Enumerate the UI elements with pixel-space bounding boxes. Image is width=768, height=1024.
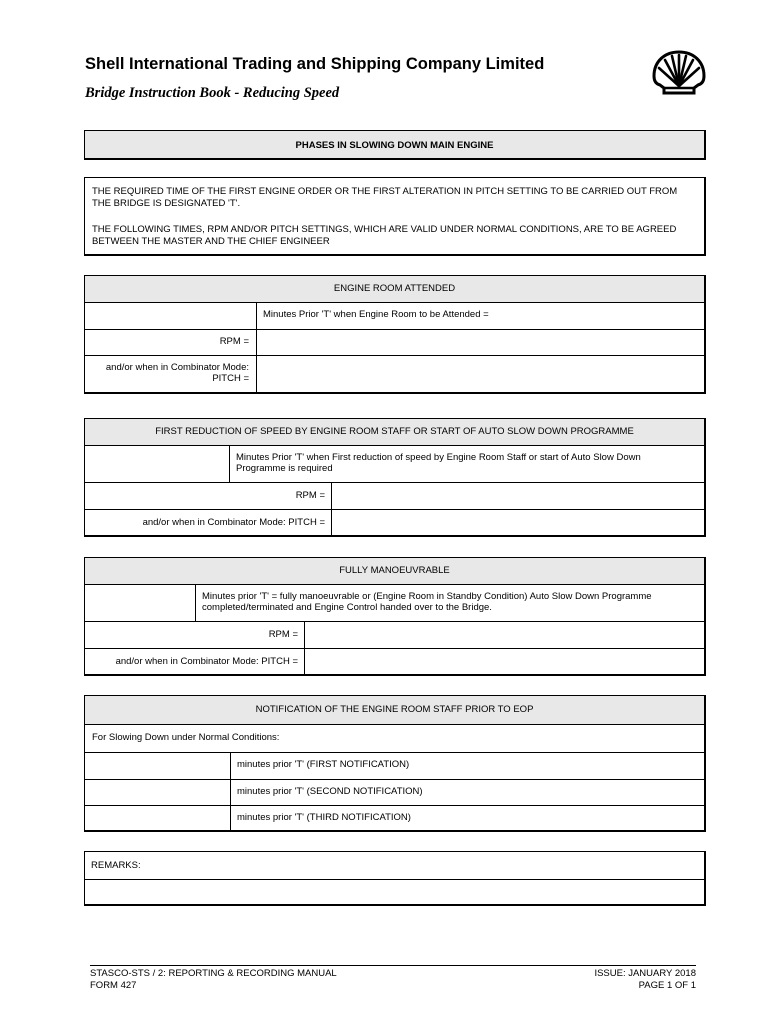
section-header [85, 696, 704, 724]
section-header [85, 558, 704, 584]
third-notification-value-field[interactable] [85, 806, 229, 830]
section-subtitle: For Slowing Down under Normal Conditions: [92, 732, 280, 743]
pitch-value-field[interactable] [305, 649, 704, 674]
section-title: FULLY MANOEUVRABLE [339, 565, 450, 576]
remarks-section [84, 851, 706, 906]
rpm-label: RPM = [219, 336, 249, 347]
pitch-label [85, 362, 249, 388]
section-title: FIRST REDUCTION OF SPEED BY ENGINE ROOM STAFF OR START OF AUTO SLOW DOWN PROGRAMME [155, 426, 634, 437]
first-reduction-section [84, 418, 706, 537]
remarks-label: REMARKS: [91, 860, 141, 871]
minutes-value-field[interactable] [85, 303, 255, 328]
phases-banner-title: PHASES IN SLOWING DOWN MAIN ENGINE [295, 140, 494, 151]
section-header [85, 276, 704, 302]
issue-date: ISSUE: JANUARY 2018 [594, 968, 696, 979]
intro-paragraph-2: THE FOLLOWING TIMES, RPM AND/OR PITCH SETTINGS, WHICH ARE VALID UNDER NORMAL CONDITIONS, ARE TO BE AGREED BETWEEN THE MASTER AND THE CHIEF ENGINEER [92, 224, 677, 247]
page-footer [90, 965, 696, 991]
shell-logo-icon [652, 50, 706, 96]
footer-left [90, 968, 337, 991]
form-number: FORM 427 [90, 979, 137, 991]
first-notification-label: minutes prior 'T' (FIRST NOTIFICATION) [237, 759, 410, 770]
first-notification-value-field[interactable] [85, 753, 229, 778]
minutes-label: Minutes prior 'T' = fully manoeuvrable or (Engine Room in Standby Condition) Auto Slow Down Programme completed/terminated and Engine Control handed over to the Bridge. [202, 591, 652, 613]
second-notification-value-field[interactable] [85, 780, 229, 804]
second-notification-label: minutes prior 'T' (SECOND NOTIFICATION) [237, 786, 423, 797]
rpm-label: RPM = [268, 629, 298, 640]
minutes-label: Minutes Prior 'T' when Engine Room to be Attended = [263, 309, 489, 320]
footer-right [594, 968, 696, 991]
engine-room-attended-section [84, 275, 706, 394]
rpm-label: RPM = [295, 490, 325, 501]
minutes-value-field[interactable] [85, 585, 194, 620]
rpm-value-field[interactable] [305, 622, 704, 647]
section-title: NOTIFICATION OF THE ENGINE ROOM STAFF PRIOR TO EOP [255, 704, 534, 715]
third-notification-label: minutes prior 'T' (THIRD NOTIFICATION) [237, 812, 411, 823]
remarks-field[interactable] [85, 880, 704, 904]
pitch-label: and/or when in Combinator Mode: PITCH = [142, 517, 325, 528]
section-header [85, 419, 704, 445]
rpm-value-field[interactable] [257, 330, 704, 354]
document-subtitle: Bridge Instruction Book - Reducing Speed [85, 85, 340, 101]
fully-manoeuvrable-section [84, 557, 706, 676]
pitch-label-line-1: and/or when in Combinator Mode: [105, 362, 249, 373]
page-number: PAGE 1 OF 1 [638, 979, 696, 991]
pitch-label-line-2: PITCH = [212, 373, 249, 384]
minutes-value-field[interactable] [85, 446, 228, 481]
intro-paragraph-1: THE REQUIRED TIME OF THE FIRST ENGINE ORDER OR THE FIRST ALTERATION IN PITCH SETTING TO BE CARRIED OUT FROM THE BRIDGE IS DESIGNATED 'T'. [92, 186, 678, 209]
section-title: ENGINE ROOM ATTENDED [333, 283, 456, 294]
pitch-label: and/or when in Combinator Mode: PITCH = [115, 656, 298, 667]
phases-banner [84, 130, 706, 160]
manual-reference: STASCO-STS / 2: REPORTING & RECORDING MANUAL [90, 968, 337, 979]
minutes-label: Minutes Prior 'T' when First reduction of speed by Engine Room Staff or start of Auto Slow Down Programme is required [236, 452, 641, 474]
intro-box [84, 177, 706, 256]
pitch-value-field[interactable] [332, 510, 704, 535]
notification-section [84, 695, 706, 832]
rpm-value-field[interactable] [332, 483, 704, 508]
pitch-value-field[interactable] [257, 356, 704, 392]
company-name: Shell International Trading and Shipping Company Limited [85, 55, 545, 73]
